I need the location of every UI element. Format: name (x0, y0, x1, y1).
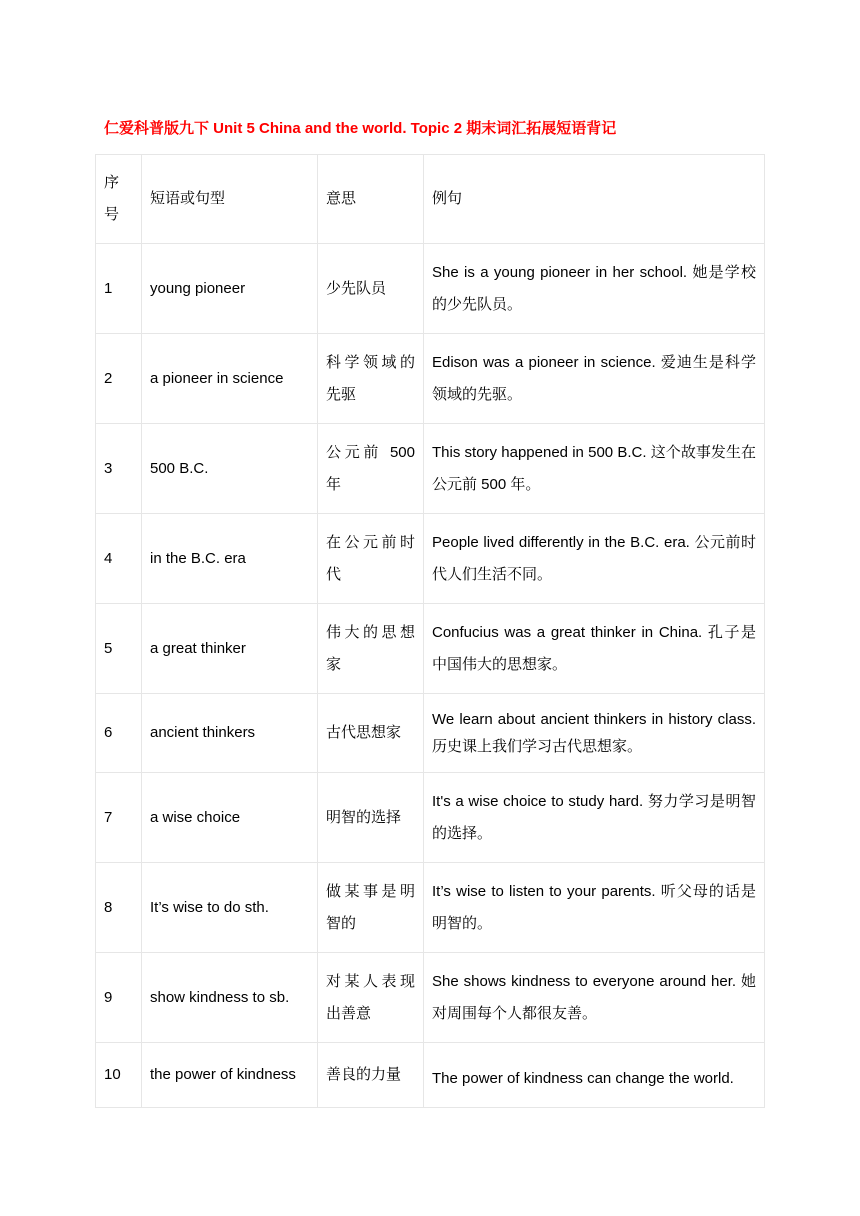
row-example: She shows kindness to everyone around her. 她对周围每个人都很友善。 (424, 953, 765, 1043)
table-row (96, 953, 765, 1043)
row-phrase: a pioneer in science (142, 334, 318, 424)
row-meaning: 善良的力量 (318, 1043, 424, 1108)
table-row (96, 694, 765, 773)
row-index: 4 (96, 514, 142, 604)
row-index: 8 (96, 863, 142, 953)
table-row (96, 244, 765, 334)
row-phrase: It’s wise to do sth. (142, 863, 318, 953)
row-example: We learn about ancient thinkers in history class. 历史课上我们学习古代思想家。 (424, 694, 765, 773)
row-phrase: ancient thinkers (142, 694, 318, 773)
table-row (96, 863, 765, 953)
row-phrase: young pioneer (142, 244, 318, 334)
row-example: She is a young pioneer in her school. 她是学校的少先队员。 (424, 244, 765, 334)
row-phrase: show kindness to sb. (142, 953, 318, 1043)
page-title: 仁爱科普版九下 Unit 5 China and the world. Topic 2 期末词汇拓展短语背记 (104, 120, 617, 137)
header-index: 序号 (96, 155, 142, 244)
table-row (96, 424, 765, 514)
row-example: Confucius was a great thinker in China. 孔子是中国伟大的思想家。 (424, 604, 765, 694)
row-index: 2 (96, 334, 142, 424)
row-meaning: 明智的选择 (318, 773, 424, 863)
row-meaning: 对某人表现出善意 (318, 953, 424, 1043)
row-meaning: 科学领域的先驱 (318, 334, 424, 424)
table-row (96, 773, 765, 863)
row-example: It’s wise to listen to your parents. 听父母的话是明智的。 (424, 863, 765, 953)
table-row (96, 604, 765, 694)
row-meaning: 伟大的思想家 (318, 604, 424, 694)
row-index: 10 (96, 1043, 142, 1108)
row-meaning: 做某事是明智的 (318, 863, 424, 953)
table-header-row (96, 155, 765, 244)
row-index: 5 (96, 604, 142, 694)
row-example: It's a wise choice to study hard. 努力学习是明智的选择。 (424, 773, 765, 863)
header-example: 例句 (424, 155, 765, 244)
table-row (96, 334, 765, 424)
row-phrase: the power of kindness (142, 1043, 318, 1108)
row-index: 1 (96, 244, 142, 334)
header-meaning: 意思 (318, 155, 424, 244)
row-example: The power of kindness can change the world. (424, 1043, 765, 1108)
row-index: 6 (96, 694, 142, 773)
row-phrase: a great thinker (142, 604, 318, 694)
row-index: 9 (96, 953, 142, 1043)
row-meaning: 古代思想家 (318, 694, 424, 773)
table-row (96, 514, 765, 604)
row-example: People lived differently in the B.C. era. 公元前时代人们生活不同。 (424, 514, 765, 604)
row-index: 7 (96, 773, 142, 863)
row-example: This story happened in 500 B.C. 这个故事发生在公元前 500 年。 (424, 424, 765, 514)
table-row (96, 1043, 765, 1108)
row-phrase: a wise choice (142, 773, 318, 863)
header-phrase: 短语或句型 (142, 155, 318, 244)
row-meaning: 公元前 500 年 (318, 424, 424, 514)
row-example: Edison was a pioneer in science. 爱迪生是科学领域的先驱。 (424, 334, 765, 424)
row-meaning: 在公元前时代 (318, 514, 424, 604)
row-phrase: in the B.C. era (142, 514, 318, 604)
vocabulary-table (95, 154, 765, 1108)
row-phrase: 500 B.C. (142, 424, 318, 514)
row-index: 3 (96, 424, 142, 514)
row-meaning: 少先队员 (318, 244, 424, 334)
